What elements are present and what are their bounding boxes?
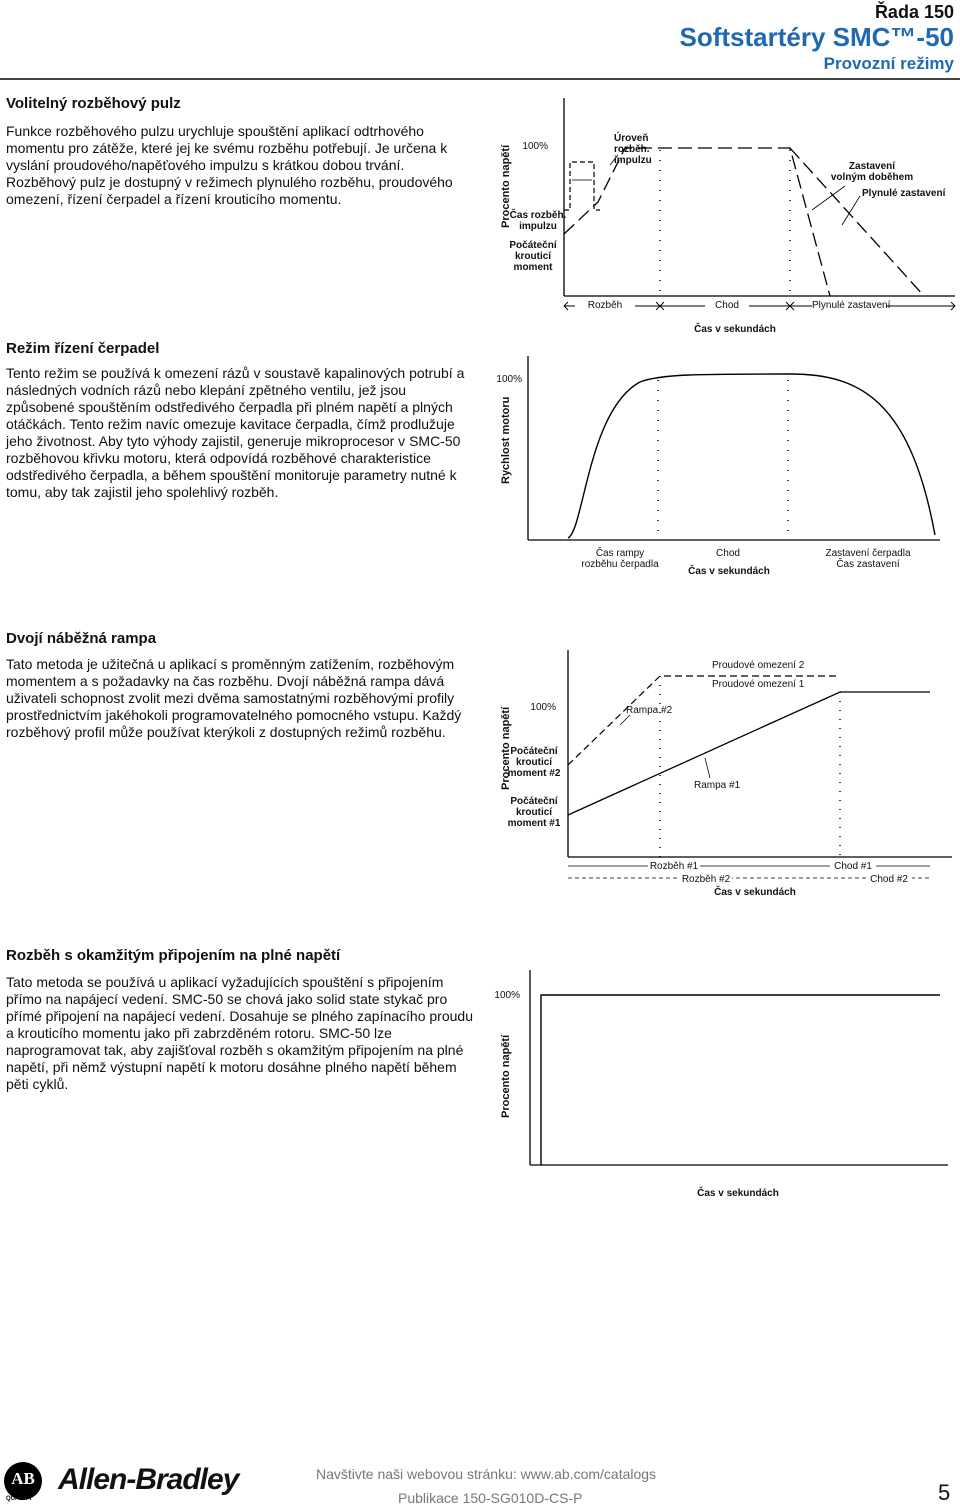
pump-control-heading: Režim řízení čerpadel [6, 340, 160, 357]
chart1-phase-stop: Plynulé zastavení [812, 300, 891, 311]
chart4-ylabel: Procento napětí [500, 1034, 512, 1118]
kickstart-text: Funkce rozběhového pulzu urychluje spouštění aplikací odtrhového momentu pro zátěže, které jej ke svému rozběhu potřebují. Je určena k vyslání proudového/napěťového impulzu s krátkou dobou trvání. Rozběhový pulz je dostupný v režimech plynulého rozběhu, proudového omezení, řízení čerpadel a řízení krouticího momentu. [6, 123, 453, 207]
page-number: 5 [938, 1480, 951, 1505]
series-title: Řada 150 [874, 2, 954, 22]
chart3-initial-torque-1: Počáteční krouticí moment #1 [507, 796, 561, 829]
chart3-start2-label: Rozběh #2 [681, 874, 731, 885]
pump-control-text: Tento režim se používá k omezení rázů v soustavě kapalinových potrubí a následných vodních rázů nebo klepání zpětného ventilu, jež jsou způsobené spouštěním odstředivého čerpadla při plném napětí a plných otáčkách. Tento režim navíc omezuje kavitace čerpadla, čímž prodlužuje jeho životnost. Aby tyto výhody zajistil, generuje mikroprocesor v SMC-50 rozběhovou křivku motoru, která odpovídá rozběhové charakteristice odstředivého čerpadla, a během spouštění monitoruje parametry nutné k tomu, aby tak zajistil jeho spolehlivý rozběh. [6, 365, 465, 500]
chart1-soft-stop-label: Plynulé zastavení [862, 188, 946, 199]
chart1-phase-start: Rozběh [575, 300, 635, 311]
chart1-kick-level-label: Úroveň rozběh. impulzu [614, 133, 652, 166]
chart1-coast-label: Zastavení volným doběhem [830, 161, 914, 183]
dual-ramp-heading: Dvojí náběžná rampa [6, 630, 157, 647]
chart1-pct-label: 100% [522, 141, 548, 152]
chart3-ylabel: Procento napětí [500, 706, 512, 790]
chart2-ylabel: Rychlost motoru [500, 396, 512, 484]
brand-name: Allen-Bradley [58, 1463, 239, 1496]
chart1-kick-time-label: Čas rozběh. impulzu [509, 210, 567, 232]
chart2-ramp-label: Čas rampy rozběhu čerpadla [581, 548, 659, 570]
kickstart-heading: Volitelný rozběhový pulz [6, 95, 181, 112]
full-voltage-text: Tato metoda se používá u aplikací vyžadujících spouštění s připojením přímo na napájecí vedení. SMC-50 se chová jako solid state stykač pro přímé připojení na napájecí vedení. Dosahuje se plného zapínacího proudu a krouticího momentu jako při zabrzděném rotoru. SMC-50 lze naprogramovat tak, aby zajišťoval rozběh s okamžitým připojením na plné napětí, při němž výstupní napětí k motoru dosáhne plného napětí během pěti cyklů. [6, 974, 473, 1092]
chart2-stop-label: Zastavení čerpadla Čas zastavení [825, 548, 911, 570]
chart3-run1-label: Chod #1 [830, 861, 876, 872]
chart3-initial-torque-2: Počáteční krouticí moment #2 [507, 746, 561, 779]
chart2-pct-label: 100% [496, 374, 522, 385]
publication-number: Publikace 150-SG010D-CS-P [398, 1490, 583, 1506]
website-link[interactable]: Navštivte naši webovou stránku: www.ab.com/catalogs [316, 1466, 657, 1482]
chart3-ramp2-label: Rampa #2 [626, 705, 673, 716]
chart4-xlabel: Čas v sekundách [697, 1188, 779, 1199]
allen-bradley-logo-icon: AB [4, 1462, 42, 1500]
full-voltage-heading: Rozběh s okamžitým připojením na plné napětí [6, 947, 341, 964]
chart1-xlabel: Čas v sekundách [694, 324, 776, 335]
chart3-pct-label: 100% [530, 702, 556, 713]
chart3-start1-label: Rozběh #1 [649, 861, 699, 872]
chart3-current-limit-1: Proudové omezení 1 [712, 679, 805, 690]
product-title: Softstartéry SMC™-50 [679, 22, 954, 52]
chart3-current-limit-2: Proudové omezení 2 [712, 660, 805, 671]
chart1-phase-run: Chod [705, 300, 749, 311]
chart4-voltage-step [541, 995, 940, 1165]
section-title: Provozní režimy [823, 54, 954, 73]
chart3-xlabel: Čas v sekundách [714, 887, 796, 898]
dual-ramp-text: Tato metoda je užitečná u aplikací s proměnným zatížením, rozběhovým momentem a s požadavky na čas rozběhu. Dvojí náběžná rampa dává uživateli schopnost zvolit mezi dvěma samostatnými rozběhovými profily prostřednictvím jakéhokoli programovatelného pomocného vstupu. Každý rozběhový profil může používat kterýkoli z dostupných režimů rozběhu. [6, 656, 462, 740]
quality-badge: QUALITY [6, 1496, 33, 1502]
chart2-run-label: Chod [716, 548, 740, 559]
chart2-xlabel: Čas v sekundách [688, 566, 770, 577]
chart1-initial-torque-label: Počáteční krouticí moment [509, 240, 557, 273]
chart4-pct-label: 100% [494, 990, 520, 1001]
chart1-ylabel: Procento napětí [500, 144, 512, 228]
chart3-ramp1-label: Rampa #1 [694, 780, 741, 791]
chart3-run2-label: Chod #2 [866, 874, 912, 885]
